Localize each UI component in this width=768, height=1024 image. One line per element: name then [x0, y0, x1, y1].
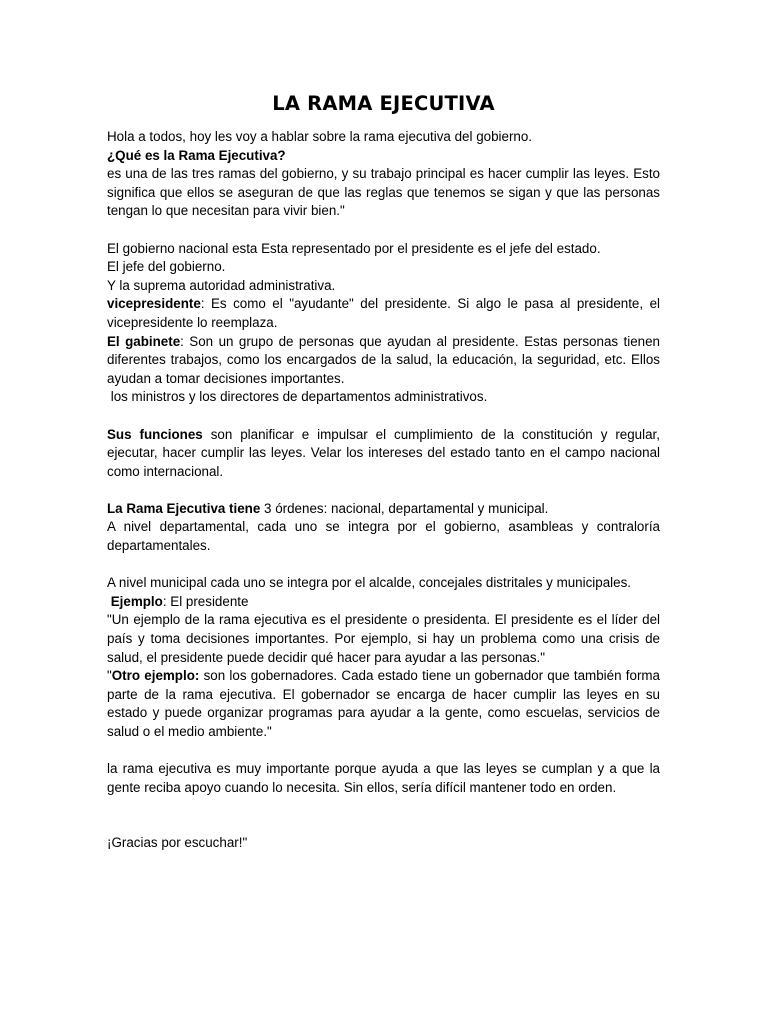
functions-term: Sus funciones: [107, 426, 203, 442]
paragraph-spacer: [107, 407, 660, 426]
vicepresident-term: vicepresidente: [107, 296, 201, 312]
ministers-line: [107, 388, 660, 407]
paragraph-spacer: [107, 797, 660, 834]
intro-paragraph: Hola a todos, hoy les voy a hablar sobre la rama ejecutiva del gobierno.: [107, 129, 533, 144]
other-example-prefix: ": [107, 668, 112, 684]
document-body: [107, 128, 660, 853]
other-example-text: son los gobernadores. Cada estado tiene un gobernador que también forma parte de la rama ejecutiva. El gobernador se encarga de hacer cumplir las leyes en su estado y puede organizar programas para ayudar a la gente, como escuelas, servicios de salud o el medio ambiente.": [107, 668, 661, 739]
municipal-paragraph: A nivel municipal cada uno se integra por el alcalde, concejales distritales y municipales.: [107, 575, 632, 591]
cabinet-paragraph: [107, 333, 660, 389]
example-term: Ejemplo: [110, 593, 163, 609]
example-line: [107, 593, 660, 612]
question-answer-paragraph: es una de las tres ramas del gobierno, y su trabajo principal es hacer cumplir las leyes. Esto significa que ellos se aseguran de que las reglas que tenemos se sigan y que las personas tengan lo que necesitan para vivir bien.": [107, 166, 660, 219]
closing-line: ¡Gracias por escuchar!": [107, 835, 248, 851]
functions-text: son planificar e impulsar el cumplimiento de la constitución y regular, ejecutar, hacer cumplir las leyes. Velar los intereses del estado tanto en el campo nacional como internacional.: [107, 426, 660, 479]
conclusion-paragraph: la rama ejecutiva es muy importante porque ayuda a que las leyes se cumplan y a que la gente reciba apoyo cuando lo necesita. Sin ellos, sería difícil mantener todo en orden.: [107, 761, 660, 795]
paragraph-spacer: [107, 221, 660, 240]
national-government-line: El gobierno nacional esta Esta representado por el presidente es el jefe del estado.: [107, 240, 601, 256]
ministers-text: los ministros y los directores de departamentos administrativos.: [107, 389, 488, 405]
departmental-paragraph: A nivel departamental, cada uno se integra por el gobierno, asambleas y contraloría departamentales.: [107, 519, 660, 554]
example-text: : El presidente: [162, 593, 249, 609]
vicepresident-paragraph: [107, 295, 660, 332]
functions-paragraph: [107, 426, 660, 482]
document-title: LA RAMA EJECUTIVA: [272, 92, 495, 115]
cabinet-term: El gabinete: [107, 333, 181, 349]
paragraph-spacer: [107, 481, 660, 500]
example-quote-paragraph: "Un ejemplo de la rama ejecutiva es el presidente o presidenta. El presidente es el líder del país y toma decisiones importantes. Por ejemplo, si hay un problema como una crisis de salud, el presidente puede decidir qué hacer para ayudar a las personas.": [107, 612, 660, 665]
other-example-paragraph: [107, 667, 660, 741]
chief-of-government-line: El jefe del gobierno.: [107, 259, 226, 275]
orders-text: 3 órdenes: nacional, departamental y municipal.: [260, 500, 549, 516]
cabinet-text: : Son un grupo de personas que ayudan al presidente. Estas personas tienen diferentes trabajos, como los encargados de la salud, la educación, la seguridad, etc. Ellos ayudan a tomar decisiones importantes.: [107, 333, 661, 386]
paragraph-spacer: [107, 742, 660, 761]
vicepresident-text: : Es como el "ayudante" del presidente. Si algo le pasa al presidente, el vicepresidente lo reemplaza.: [107, 296, 660, 330]
paragraph-spacer: [107, 556, 660, 575]
supreme-authority-line: Y la suprema autoridad administrativa.: [107, 277, 336, 293]
other-example-term: Otro ejemplo:: [111, 668, 200, 684]
orders-paragraph: [107, 500, 660, 519]
orders-term: La Rama Ejecutiva tiene: [107, 500, 261, 516]
question-heading: [107, 147, 660, 166]
document-page: [107, 90, 660, 853]
question-heading-text: ¿Qué es la Rama Ejecutiva?: [107, 147, 286, 163]
